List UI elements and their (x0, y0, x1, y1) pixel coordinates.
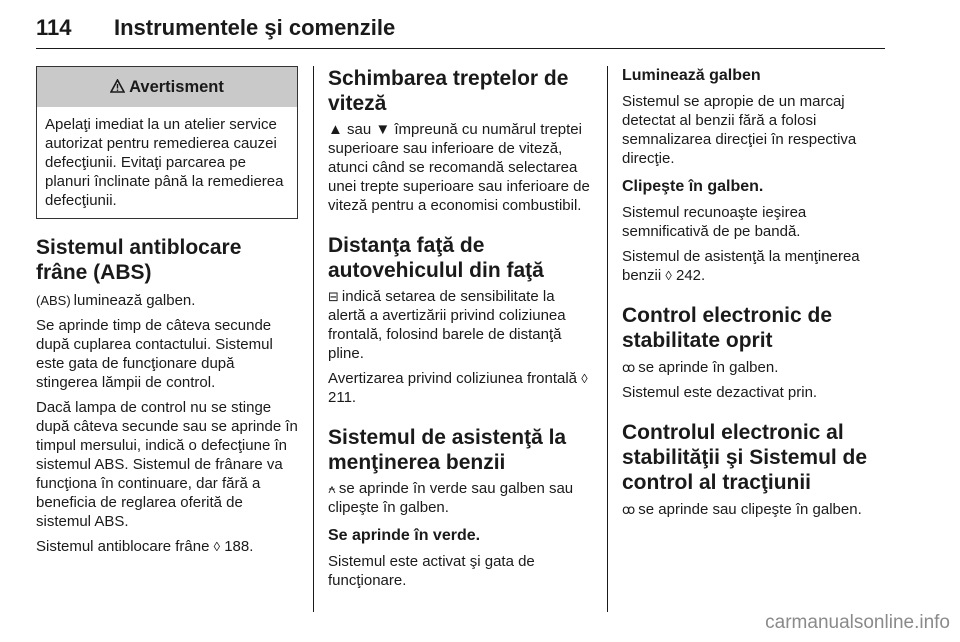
esc-off-line2: Sistemul este dezactivat prin. (622, 384, 818, 401)
lane-yellow-heading: Luminează galben (622, 67, 761, 84)
lane-heading: Sistemul de asistenţă la menţinerea benzii (328, 426, 567, 474)
page-number: 114 (36, 15, 72, 40)
esc-tc-heading: Controlul electronic al stabilităţii şi Sistemul de control al tracţiunii (622, 421, 868, 494)
watermark: carmanualsonline.info (765, 612, 950, 633)
lane-yellow-text: Sistemul se apropie de un marcaj detectat al benzii fără a folosi semnalizarea direcţiei în respectiva direcţie. (622, 93, 857, 167)
gear-heading: Schimbarea treptelor de viteză (328, 67, 569, 115)
column-3 (622, 66, 888, 519)
warning-box (36, 66, 298, 219)
abs-paragraph-1: Se aprinde timp de câteva secunde după cuplarea contactului. Sistemul este gata de funcţionare după stingerea lămpii de control. (36, 317, 273, 391)
abs-line1-text: luminează galben. (73, 292, 196, 309)
abs-ref-page[interactable]: 188. (224, 538, 254, 555)
lane-text (328, 479, 594, 517)
distance-ref-text: Avertizarea privind coliziunea frontală (328, 370, 578, 387)
esc-off-heading: Control electronic de stabilitate oprit (622, 304, 833, 352)
abs-heading: Sistemul antiblocare frâne (ABS) (36, 236, 242, 284)
distance-ref-page[interactable]: 211. (328, 389, 357, 406)
gear-text: ▲ sau ▼ împreună cu numărul treptei superioare sau inferioare de viteză, atunci când se recomandă selectarea unei trepte superioare sau inferioare de viteză pentru a economisi combustibil. (328, 121, 590, 214)
warning-title: Avertisment (129, 78, 224, 96)
lane-blink-text: Sistemul recunoaşte ieşirea semnificativă de pe bandă. (622, 204, 807, 240)
esc-off-line1 (622, 358, 888, 377)
column-divider (607, 66, 608, 612)
abs-symbol-icon: (ABS) (36, 293, 71, 308)
page-ref-arrow-icon: ◊ (213, 539, 221, 554)
lane-ref (622, 247, 888, 285)
lane-text-body: se aprinde în verde sau galben sau clipeşte în galben. (328, 480, 574, 516)
distance-bars-icon: ⊟ (328, 289, 339, 304)
warning-header (37, 67, 297, 107)
warning-triangle-icon (110, 78, 129, 96)
column-2 (328, 66, 594, 590)
esc-off-icon: ꝏ (622, 360, 636, 375)
abs-ref-text: Sistemul antiblocare frâne (36, 538, 210, 555)
page-header (36, 8, 885, 49)
distance-ref (328, 369, 594, 407)
lane-blink-heading: Clipeşte în galben. (622, 178, 764, 195)
lane-assist-icon: ⍲ (328, 481, 336, 496)
column-divider (313, 66, 314, 612)
esc-tc-line1 (622, 500, 888, 519)
lane-ref-page[interactable]: 242. (675, 267, 706, 284)
distance-heading: Distanţa faţă de autovehiculul din faţă (328, 234, 544, 282)
warning-text: Apelaţi imediat la un atelier service autorizat pentru remedierea cauzei defecţiunii. Evitaţi parcarea pe planuri înclinate până la remedierea defecţiunii. (45, 116, 284, 209)
page-title: Instrumentele şi comenzile (114, 15, 396, 40)
distance-text (328, 287, 594, 363)
esc-tc-icon: ꝏ (622, 502, 636, 517)
abs-paragraph-2: Dacă lampa de control nu se stinge după câteva secunde sau se aprinde în timpul mersului, indică o defecţiune în sistemul ABS. Sistemul de frânare va funcţiona în continuare, dar fără a beneficia de reglarea oferită de sistemul ABS. (36, 399, 298, 530)
esc-tc-line1-text: se aprinde sau clipeşte în galben. (638, 501, 862, 518)
page-ref-arrow-icon: ◊ (665, 268, 672, 283)
lane-green-heading: Se aprinde în verde. (328, 527, 481, 544)
abs-paragraph-3 (36, 537, 298, 556)
distance-text-body: indică setarea de sensibilitate la alertă a avertizării privind coliziunea frontală, folosind barele de distanţă pline. (328, 288, 566, 362)
page-ref-arrow-icon: ◊ (581, 371, 588, 386)
lane-green-text: Sistemul este activat şi gata de funcţionare. (328, 553, 535, 589)
lane-ref-text: Sistemul de asistenţă la menţinerea benzii (622, 248, 860, 284)
column-1 (36, 66, 298, 556)
esc-off-line1-text: se aprinde în galben. (638, 359, 779, 376)
abs-line1 (36, 291, 298, 310)
